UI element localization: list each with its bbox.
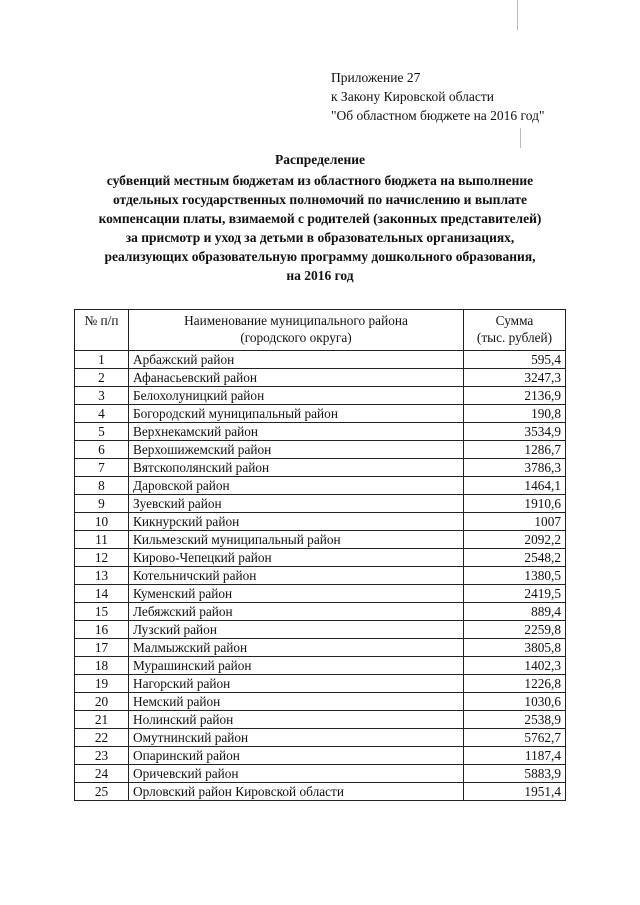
title-line: на 2016 год bbox=[286, 268, 354, 283]
header-name bbox=[129, 310, 464, 351]
row-number: 25 bbox=[75, 783, 129, 801]
district-name: Даровской район bbox=[129, 477, 464, 495]
district-name: Нагорский район bbox=[129, 675, 464, 693]
district-name: Омутнинский район bbox=[129, 729, 464, 747]
table-row bbox=[75, 675, 566, 693]
subvention-amount: 190,8 bbox=[464, 405, 566, 423]
table-row bbox=[75, 513, 566, 531]
district-name: Лебяжский район bbox=[129, 603, 464, 621]
row-number: 21 bbox=[75, 711, 129, 729]
row-number: 8 bbox=[75, 477, 129, 495]
row-number: 18 bbox=[75, 657, 129, 675]
row-number: 17 bbox=[75, 639, 129, 657]
district-name: Малмыжский район bbox=[129, 639, 464, 657]
table-row bbox=[75, 531, 566, 549]
subvention-amount: 3534,9 bbox=[464, 423, 566, 441]
subvention-amount: 2136,9 bbox=[464, 387, 566, 405]
table-row bbox=[75, 711, 566, 729]
row-number: 24 bbox=[75, 765, 129, 783]
appendix-header bbox=[331, 68, 545, 125]
district-name: Немский район bbox=[129, 693, 464, 711]
row-number: 15 bbox=[75, 603, 129, 621]
subvention-amount: 1286,7 bbox=[464, 441, 566, 459]
district-name: Верхошижемский район bbox=[129, 441, 464, 459]
table-row bbox=[75, 477, 566, 495]
district-name: Мурашинский район bbox=[129, 657, 464, 675]
subvention-amount: 2259,8 bbox=[464, 621, 566, 639]
row-number: 13 bbox=[75, 567, 129, 585]
table-row bbox=[75, 639, 566, 657]
header-name-line2: (городского округа) bbox=[240, 330, 352, 345]
row-number: 5 bbox=[75, 423, 129, 441]
scan-artifact-line bbox=[520, 128, 521, 148]
table-row bbox=[75, 495, 566, 513]
subvention-amount: 1951,4 bbox=[464, 783, 566, 801]
subvention-amount: 1030,6 bbox=[464, 693, 566, 711]
district-name: Опаринский район bbox=[129, 747, 464, 765]
row-number: 14 bbox=[75, 585, 129, 603]
subvention-amount: 1380,5 bbox=[464, 567, 566, 585]
table-row bbox=[75, 423, 566, 441]
subvention-amount: 3805,8 bbox=[464, 639, 566, 657]
row-number: 11 bbox=[75, 531, 129, 549]
distribution-table bbox=[74, 309, 566, 801]
row-number: 23 bbox=[75, 747, 129, 765]
title-heading: Распределение bbox=[274, 152, 366, 167]
title-line: отдельных государственных полномочий по начислению и выплате bbox=[112, 192, 528, 207]
header-number-label: № п/п bbox=[84, 313, 119, 328]
header-sum-line1: Сумма bbox=[495, 313, 534, 328]
district-name: Кильмезский муниципальный район bbox=[129, 531, 464, 549]
subvention-amount: 1464,1 bbox=[464, 477, 566, 495]
row-number: 7 bbox=[75, 459, 129, 477]
district-name: Оричевский район bbox=[129, 765, 464, 783]
document-title bbox=[70, 150, 570, 285]
title-line: субвенций местным бюджетам из областного бюджета на выполнение bbox=[106, 173, 534, 188]
subvention-amount: 2419,5 bbox=[464, 585, 566, 603]
table-row bbox=[75, 405, 566, 423]
table-row bbox=[75, 585, 566, 603]
district-name: Кирово-Чепецкий район bbox=[129, 549, 464, 567]
row-number: 9 bbox=[75, 495, 129, 513]
title-line: за присмотр и уход за детьми в образовательных организациях, bbox=[125, 230, 515, 245]
row-number: 16 bbox=[75, 621, 129, 639]
row-number: 22 bbox=[75, 729, 129, 747]
district-name: Богородский муниципальный район bbox=[129, 405, 464, 423]
subvention-amount: 1187,4 bbox=[464, 747, 566, 765]
subvention-amount: 1910,6 bbox=[464, 495, 566, 513]
header-number bbox=[75, 310, 129, 351]
appendix-law: к Закону Кировской области bbox=[331, 89, 495, 104]
row-number: 3 bbox=[75, 387, 129, 405]
district-name: Верхнекамский район bbox=[129, 423, 464, 441]
subvention-amount: 2548,2 bbox=[464, 549, 566, 567]
scan-artifact-line bbox=[517, 0, 518, 30]
subvention-amount: 5883,9 bbox=[464, 765, 566, 783]
table-row bbox=[75, 657, 566, 675]
subvention-amount: 3786,3 bbox=[464, 459, 566, 477]
district-name: Белохолуницкий район bbox=[129, 387, 464, 405]
subvention-amount: 889,4 bbox=[464, 603, 566, 621]
appendix-law-title: "Об областном бюджете на 2016 год" bbox=[331, 108, 545, 123]
district-name: Нолинский район bbox=[129, 711, 464, 729]
row-number: 10 bbox=[75, 513, 129, 531]
district-name: Кикнурский район bbox=[129, 513, 464, 531]
header-sum-line2: (тыс. рублей) bbox=[476, 330, 553, 345]
district-name: Зуевский район bbox=[129, 495, 464, 513]
row-number: 12 bbox=[75, 549, 129, 567]
table-row bbox=[75, 567, 566, 585]
row-number: 20 bbox=[75, 693, 129, 711]
row-number: 19 bbox=[75, 675, 129, 693]
table-row bbox=[75, 549, 566, 567]
table-row bbox=[75, 459, 566, 477]
table-row bbox=[75, 783, 566, 801]
table-header-row bbox=[75, 310, 566, 351]
row-number: 6 bbox=[75, 441, 129, 459]
title-line: компенсации платы, взимаемой с родителей (законных представителей) bbox=[98, 211, 542, 226]
subvention-amount: 2538,9 bbox=[464, 711, 566, 729]
district-name: Вятскополянский район bbox=[129, 459, 464, 477]
district-name: Орловский район Кировской области bbox=[129, 783, 464, 801]
table-row bbox=[75, 729, 566, 747]
table-row bbox=[75, 621, 566, 639]
table-row bbox=[75, 441, 566, 459]
title-line: реализующих образовательную программу дошкольного образования, bbox=[104, 249, 536, 264]
header-sum bbox=[464, 310, 566, 351]
subvention-amount: 1402,3 bbox=[464, 657, 566, 675]
table-row bbox=[75, 351, 566, 369]
row-number: 2 bbox=[75, 369, 129, 387]
district-name: Куменский район bbox=[129, 585, 464, 603]
table-row bbox=[75, 765, 566, 783]
table-body bbox=[75, 351, 566, 801]
subvention-amount: 5762,7 bbox=[464, 729, 566, 747]
header-name-line1: Наименование муниципального района bbox=[184, 313, 408, 328]
district-name: Лузский район bbox=[129, 621, 464, 639]
subvention-amount: 1226,8 bbox=[464, 675, 566, 693]
subvention-amount: 2092,2 bbox=[464, 531, 566, 549]
subvention-amount: 1007 bbox=[464, 513, 566, 531]
district-name: Котельничский район bbox=[129, 567, 464, 585]
table-row bbox=[75, 747, 566, 765]
row-number: 1 bbox=[75, 351, 129, 369]
table-row bbox=[75, 369, 566, 387]
row-number: 4 bbox=[75, 405, 129, 423]
district-name: Афанасьевский район bbox=[129, 369, 464, 387]
district-name: Арбажский район bbox=[129, 351, 464, 369]
table-row bbox=[75, 387, 566, 405]
subvention-amount: 595,4 bbox=[464, 351, 566, 369]
appendix-number: Приложение 27 bbox=[331, 70, 421, 85]
subvention-amount: 3247,3 bbox=[464, 369, 566, 387]
table-row bbox=[75, 603, 566, 621]
table-row bbox=[75, 693, 566, 711]
